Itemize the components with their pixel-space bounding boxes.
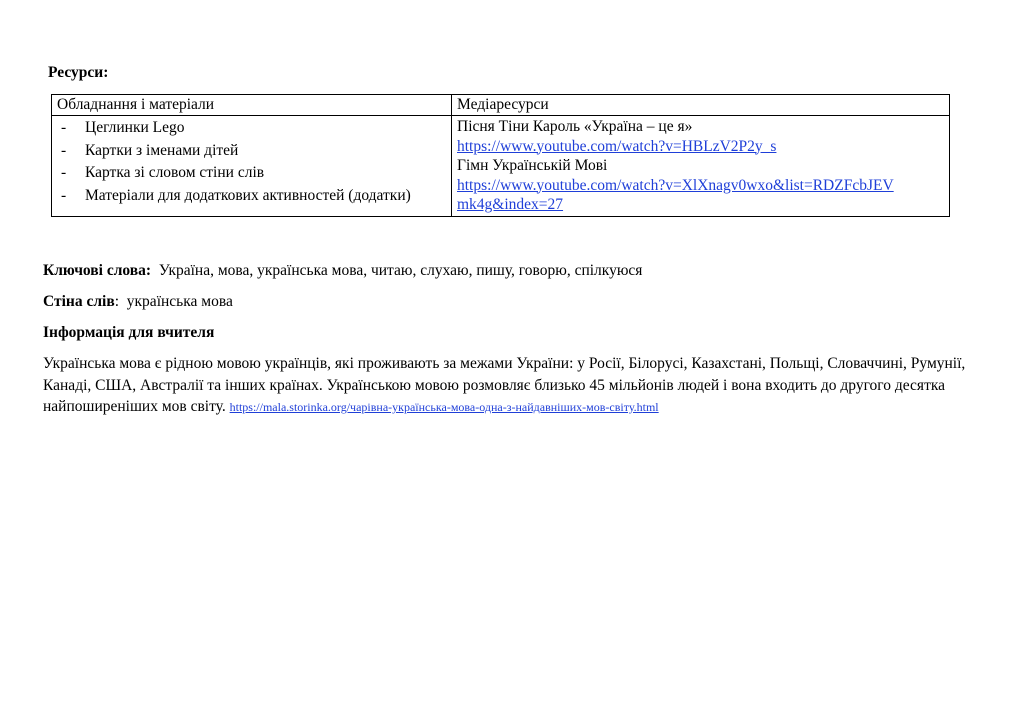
equipment-list: [57, 117, 446, 207]
equipment-column-header: Обладнання і матеріали: [52, 95, 452, 116]
bullet-dash: -: [61, 141, 67, 159]
anthem-link-part-1: https://www.youtube.com/watch?v=XlXnagv0wxo&list=RDZFcbJEV: [457, 176, 894, 194]
equipment-item-word-wall-card: Картка зі словом стіни слів: [85, 164, 265, 181]
list-item: [57, 162, 446, 185]
table-row: [52, 116, 950, 217]
song-link[interactable]: https://www.youtube.com/watch?v=HBLzV2P2y_s: [457, 137, 777, 155]
equipment-item-extra-materials: Матеріали для додаткових активностей (додатки): [85, 186, 411, 204]
list-item: [57, 185, 446, 208]
anthem-link[interactable]: [457, 177, 894, 214]
keywords-label: Ключові слова:: [43, 262, 152, 279]
teacher-info-paragraph: [43, 353, 983, 419]
bullet-dash: -: [61, 164, 67, 181]
song-title: Пісня Тіни Кароль «Україна – це я»: [457, 118, 693, 135]
resources-table: [51, 94, 950, 217]
bullet-dash: -: [61, 119, 67, 136]
equipment-item-name-cards: Картки з іменами дітей: [85, 141, 239, 159]
anthem-link-part-2: mk4g&index=27: [457, 196, 564, 213]
table-header-row: [52, 95, 950, 116]
teacher-info-link[interactable]: https://mala.storinka.org/чарівна-українська-мова-одна-з-найдавніших-мов-світу.html: [229, 400, 659, 414]
teacher-info-text: Українська мова є рідною мовою українців, які проживають за межами України: у Росії, Білорусі, Казахстані, Польщі, Словаччині, Румунії, Канаді, США, Австралії та інших країнах. Українською мовою розмовляє близько 45 мільйонів людей і вона входить до другого десятка найпоширеніших мов світу.: [43, 355, 966, 415]
media-cell: [452, 116, 950, 217]
list-item: [57, 117, 446, 140]
keywords-value: Україна, мова, українська мова, читаю, слухаю, пишу, говорю, спілкуюся: [158, 262, 643, 279]
equipment-item-lego: Цеглинки Lego: [85, 119, 185, 136]
bullet-dash: -: [61, 186, 67, 204]
resources-heading: Ресурси:: [48, 64, 109, 81]
anthem-title: Гімн Українській Мові: [457, 157, 608, 174]
word-wall-value: українська мова: [126, 293, 233, 310]
teacher-info-heading: Інформація для вчителя: [43, 324, 215, 341]
media-column-header: Медіаресурси: [452, 95, 950, 116]
word-wall-line: Стіна слів: українська мова: [43, 293, 233, 310]
equipment-cell: [52, 116, 452, 217]
word-wall-label: Стіна слів: [43, 293, 115, 310]
list-item: [57, 140, 446, 163]
keywords-line: [43, 262, 642, 280]
